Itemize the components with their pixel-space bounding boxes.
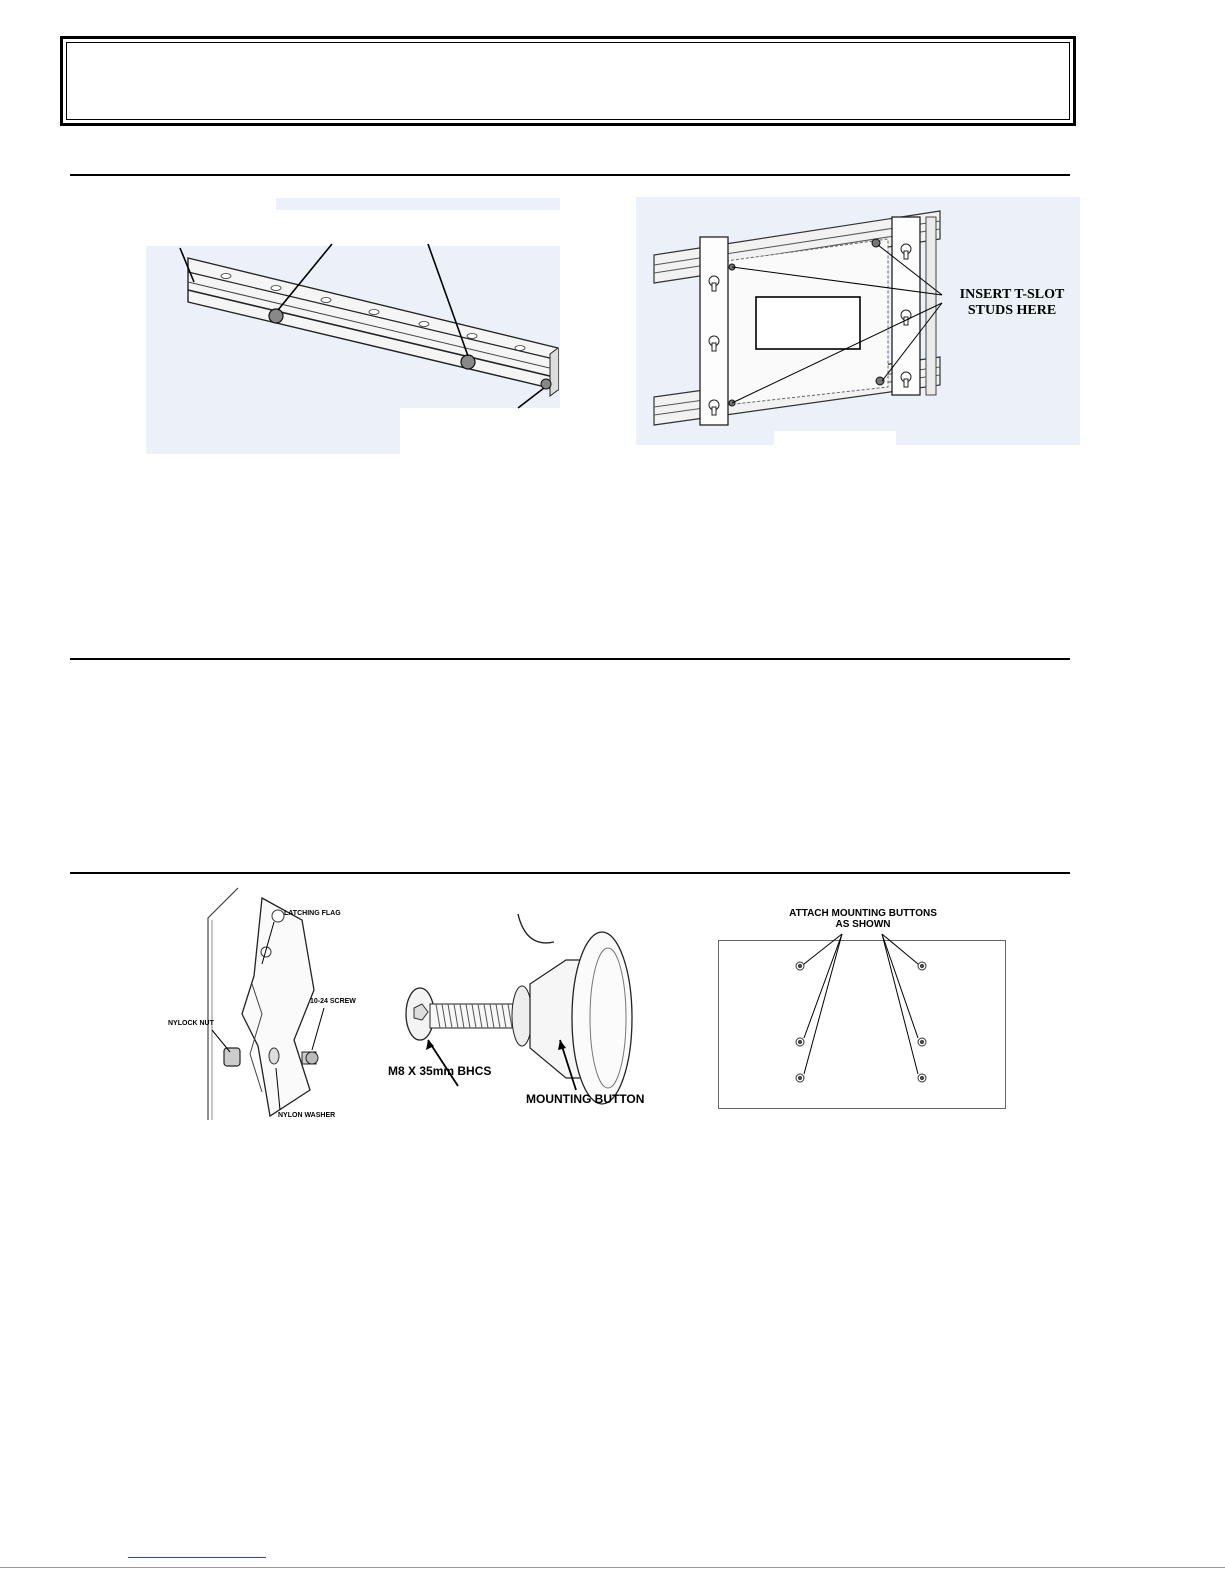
section-divider-1 <box>70 174 1070 176</box>
mounting-button-label: MOUNTING BUTTON <box>526 1092 645 1106</box>
rail-drawing <box>146 198 562 454</box>
attach-buttons-drawing <box>718 906 1008 1110</box>
latching-flag-label: LATCHING FLAG <box>284 910 341 917</box>
tslot-label-line1: INSERT T-SLOT <box>959 287 1065 302</box>
nylon-washer-label: NYLON WASHER <box>278 1112 336 1119</box>
figure-tslot-studs <box>636 197 1080 445</box>
title-box <box>66 42 1070 120</box>
attach-title-line2: AS SHOWN <box>835 919 891 930</box>
mounting-button-drawing <box>370 908 670 1108</box>
footer-link-underline <box>128 1557 266 1558</box>
bolt-label: M8 X 35mm BHCS <box>388 1064 492 1078</box>
figure-latching-flag <box>162 884 362 1124</box>
screw-label: 10-24 SCREW <box>310 998 356 1005</box>
page-bottom-rule <box>0 1567 1225 1568</box>
section-divider-3 <box>70 872 1070 874</box>
nylock-nut-label: NYLOCK NUT <box>168 1020 214 1027</box>
figure-attach-buttons <box>718 906 1008 1110</box>
tslot-drawing <box>636 197 1080 445</box>
attach-title-line1: ATTACH MOUNTING BUTTONS <box>789 908 937 919</box>
section-divider-2 <box>70 658 1070 660</box>
figure-rail-tslot <box>146 198 562 454</box>
figure-mounting-button <box>370 908 670 1108</box>
tslot-label-line2: STUDS HERE <box>967 303 1057 318</box>
